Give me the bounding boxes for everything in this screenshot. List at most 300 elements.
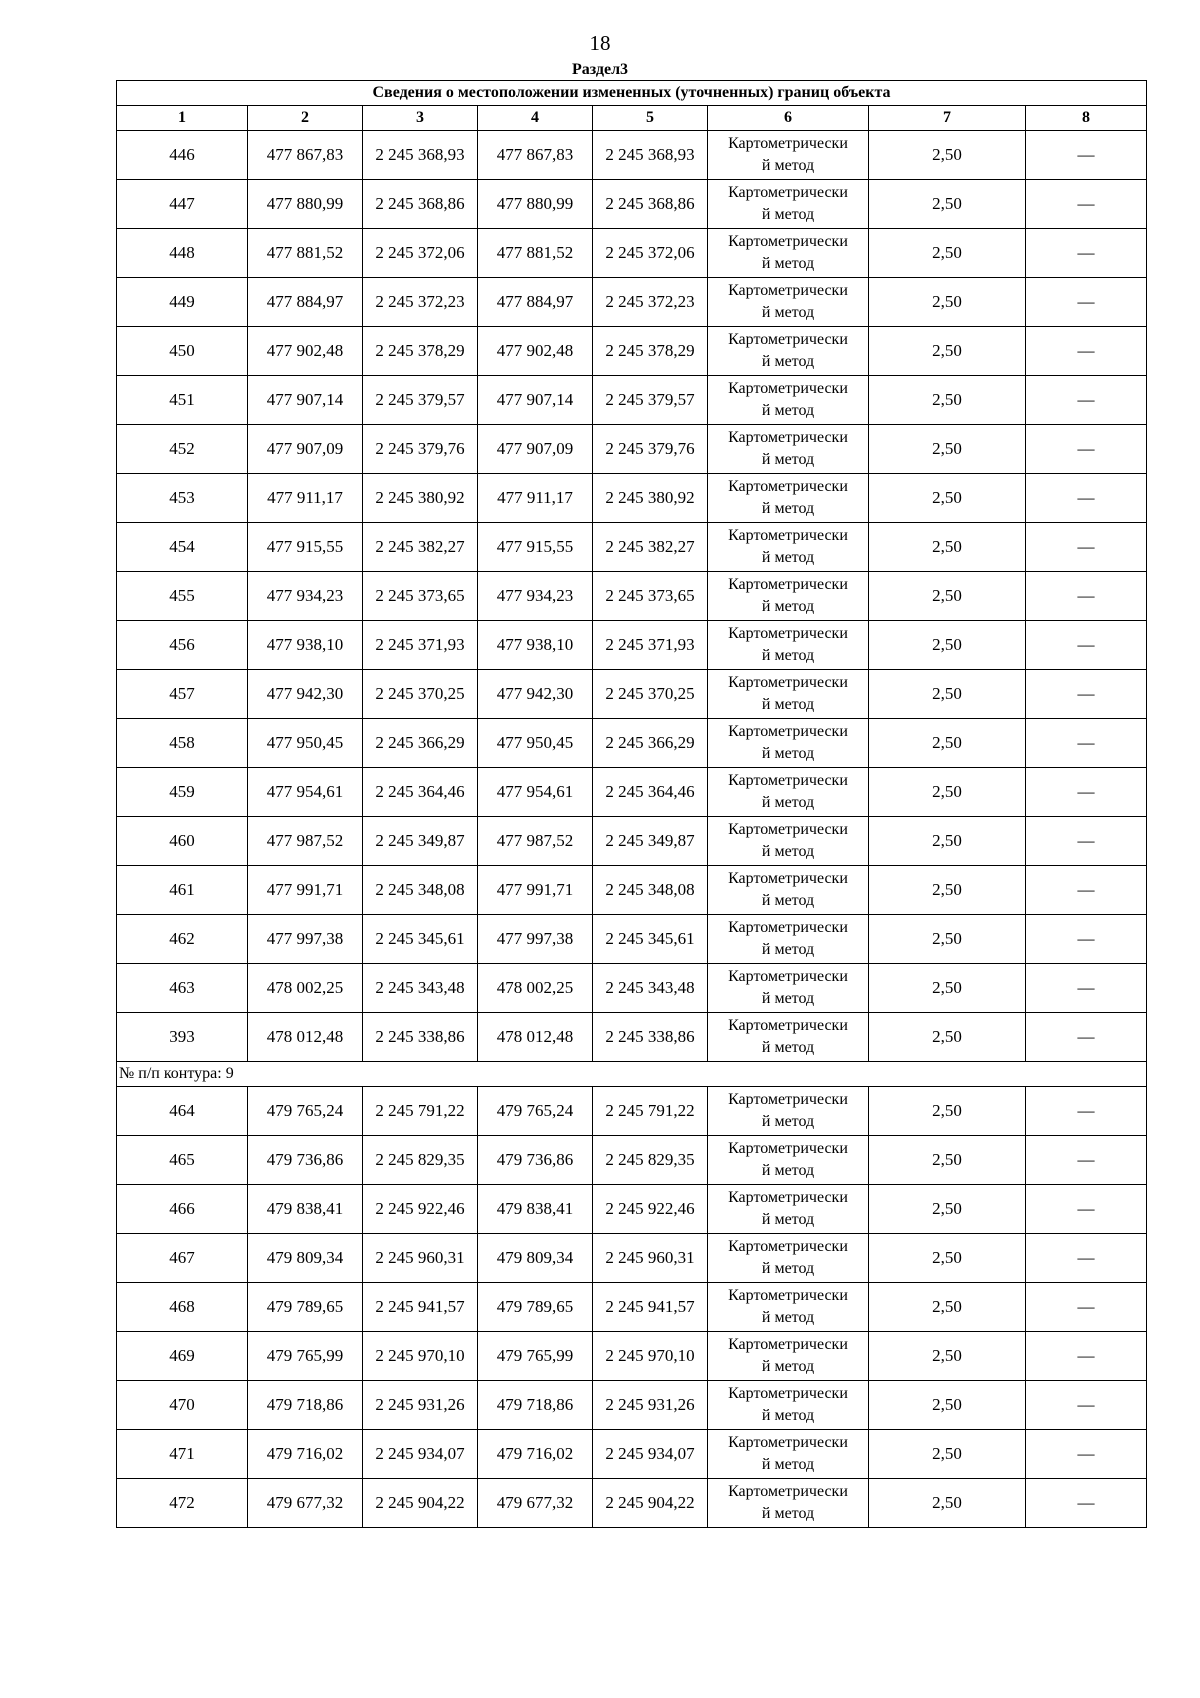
method-line-2: й метод (761, 1358, 815, 1375)
existing-x-cell: 477 907,09 (248, 425, 363, 474)
description-cell: — (1026, 1332, 1147, 1381)
existing-x-cell: 477 987,52 (248, 817, 363, 866)
method-cell (708, 621, 869, 670)
method-cell (708, 376, 869, 425)
description-cell: — (1026, 670, 1147, 719)
table-row (117, 523, 1147, 572)
refined-y-cell: 2 245 338,86 (593, 1013, 708, 1062)
description-cell: — (1026, 1234, 1147, 1283)
accuracy-cell: 2,50 (869, 278, 1026, 327)
description-cell: — (1026, 1136, 1147, 1185)
method-line-1: Картометрически (728, 527, 848, 544)
refined-y-cell: 2 245 904,22 (593, 1479, 708, 1528)
refined-x-cell: 479 789,65 (478, 1283, 593, 1332)
method-line-2: й метод (761, 157, 815, 174)
accuracy-cell: 2,50 (869, 327, 1026, 376)
description-cell: — (1026, 131, 1147, 180)
description-cell: — (1026, 229, 1147, 278)
method-line-2: й метод (761, 1407, 815, 1424)
refined-y-cell: 2 245 379,57 (593, 376, 708, 425)
table-row (117, 670, 1147, 719)
method-line-1: Картометрически (728, 429, 848, 446)
description-cell: — (1026, 1430, 1147, 1479)
method-cell (708, 1136, 869, 1185)
existing-x-cell: 479 789,65 (248, 1283, 363, 1332)
method-line-1: Картометрически (728, 1385, 848, 1402)
method-line-2: й метод (761, 696, 815, 713)
refined-x-cell: 477 880,99 (478, 180, 593, 229)
accuracy-cell: 2,50 (869, 1283, 1026, 1332)
existing-x-cell: 477 911,17 (248, 474, 363, 523)
accuracy-cell: 2,50 (869, 131, 1026, 180)
contour-label: № п/п контура: 9 (117, 1062, 1147, 1087)
description-cell: — (1026, 621, 1147, 670)
existing-y-cell: 2 245 904,22 (363, 1479, 478, 1528)
table-row (117, 1479, 1147, 1528)
refined-y-cell: 2 245 372,23 (593, 278, 708, 327)
refined-x-cell: 477 991,71 (478, 866, 593, 915)
accuracy-cell: 2,50 (869, 768, 1026, 817)
method-cell (708, 1234, 869, 1283)
method-line-2: й метод (761, 892, 815, 909)
accuracy-cell: 2,50 (869, 376, 1026, 425)
point-number-cell: 452 (117, 425, 248, 474)
existing-y-cell: 2 245 368,86 (363, 180, 478, 229)
refined-x-cell: 477 938,10 (478, 621, 593, 670)
method-line-2: й метод (761, 941, 815, 958)
accuracy-cell: 2,50 (869, 572, 1026, 621)
point-number-cell: 462 (117, 915, 248, 964)
table-caption: Сведения о местоположении измененных (уточненных) границ объекта (117, 81, 1147, 106)
method-cell (708, 1479, 869, 1528)
refined-x-cell: 479 677,32 (478, 1479, 593, 1528)
accuracy-cell: 2,50 (869, 474, 1026, 523)
refined-y-cell: 2 245 370,25 (593, 670, 708, 719)
point-number-cell: 450 (117, 327, 248, 376)
refined-y-cell: 2 245 364,46 (593, 768, 708, 817)
method-cell (708, 1430, 869, 1479)
table-row (117, 1332, 1147, 1381)
refined-y-cell: 2 245 373,65 (593, 572, 708, 621)
method-line-1: Картометрически (728, 380, 848, 397)
existing-y-cell: 2 245 364,46 (363, 768, 478, 817)
existing-x-cell: 477 950,45 (248, 719, 363, 768)
point-number-cell: 472 (117, 1479, 248, 1528)
method-line-2: й метод (761, 745, 815, 762)
table-row (117, 572, 1147, 621)
table-row (117, 1234, 1147, 1283)
existing-y-cell: 2 245 338,86 (363, 1013, 478, 1062)
existing-y-cell: 2 245 382,27 (363, 523, 478, 572)
method-line-2: й метод (761, 1113, 815, 1130)
method-cell (708, 1185, 869, 1234)
refined-x-cell: 477 997,38 (478, 915, 593, 964)
method-line-2: й метод (761, 1456, 815, 1473)
method-line-2: й метод (761, 206, 815, 223)
method-cell (708, 180, 869, 229)
existing-x-cell: 478 002,25 (248, 964, 363, 1013)
existing-x-cell: 479 716,02 (248, 1430, 363, 1479)
refined-x-cell: 477 911,17 (478, 474, 593, 523)
method-line-1: Картометрически (728, 1017, 848, 1034)
existing-y-cell: 2 245 931,26 (363, 1381, 478, 1430)
table-row (117, 425, 1147, 474)
method-cell (708, 1381, 869, 1430)
description-cell: — (1026, 278, 1147, 327)
existing-x-cell: 477 880,99 (248, 180, 363, 229)
point-number-cell: 466 (117, 1185, 248, 1234)
refined-y-cell: 2 245 368,86 (593, 180, 708, 229)
method-line-2: й метод (761, 794, 815, 811)
method-cell (708, 1332, 869, 1381)
refined-x-cell: 479 809,34 (478, 1234, 593, 1283)
table-row (117, 915, 1147, 964)
method-line-2: й метод (761, 304, 815, 321)
existing-x-cell: 477 942,30 (248, 670, 363, 719)
method-line-2: й метод (761, 843, 815, 860)
accuracy-cell: 2,50 (869, 523, 1026, 572)
point-number-cell: 453 (117, 474, 248, 523)
existing-x-cell: 477 997,38 (248, 915, 363, 964)
refined-y-cell: 2 245 970,10 (593, 1332, 708, 1381)
existing-y-cell: 2 245 379,76 (363, 425, 478, 474)
table-row (117, 131, 1147, 180)
method-line-1: Картометрически (728, 772, 848, 789)
table-row (117, 621, 1147, 670)
refined-x-cell: 477 915,55 (478, 523, 593, 572)
table-row (117, 719, 1147, 768)
table-row (117, 964, 1147, 1013)
refined-y-cell: 2 245 829,35 (593, 1136, 708, 1185)
refined-x-cell: 477 942,30 (478, 670, 593, 719)
refined-x-cell: 477 987,52 (478, 817, 593, 866)
point-number-cell: 456 (117, 621, 248, 670)
existing-y-cell: 2 245 371,93 (363, 621, 478, 670)
description-cell: — (1026, 523, 1147, 572)
refined-y-cell: 2 245 382,27 (593, 523, 708, 572)
point-number-cell: 461 (117, 866, 248, 915)
accuracy-cell: 2,50 (869, 1087, 1026, 1136)
refined-y-cell: 2 245 349,87 (593, 817, 708, 866)
existing-x-cell: 477 954,61 (248, 768, 363, 817)
point-number-cell: 446 (117, 131, 248, 180)
accuracy-cell: 2,50 (869, 1136, 1026, 1185)
existing-y-cell: 2 245 343,48 (363, 964, 478, 1013)
method-cell (708, 327, 869, 376)
refined-x-cell: 477 867,83 (478, 131, 593, 180)
method-line-2: й метод (761, 598, 815, 615)
refined-x-cell: 477 881,52 (478, 229, 593, 278)
existing-y-cell: 2 245 791,22 (363, 1087, 478, 1136)
accuracy-cell: 2,50 (869, 866, 1026, 915)
existing-y-cell: 2 245 378,29 (363, 327, 478, 376)
point-number-cell: 465 (117, 1136, 248, 1185)
accuracy-cell: 2,50 (869, 817, 1026, 866)
method-line-2: й метод (761, 1505, 815, 1522)
accuracy-cell: 2,50 (869, 621, 1026, 670)
method-line-2: й метод (761, 1260, 815, 1277)
method-line-1: Картометрически (728, 1483, 848, 1500)
existing-y-cell: 2 245 941,57 (363, 1283, 478, 1332)
contour-header-row (117, 1062, 1147, 1087)
description-cell: — (1026, 180, 1147, 229)
description-cell: — (1026, 327, 1147, 376)
method-line-1: Картометрически (728, 233, 848, 250)
refined-x-cell: 477 934,23 (478, 572, 593, 621)
table-row (117, 1430, 1147, 1479)
accuracy-cell: 2,50 (869, 1430, 1026, 1479)
existing-y-cell: 2 245 380,92 (363, 474, 478, 523)
accuracy-cell: 2,50 (869, 1479, 1026, 1528)
method-line-1: Картометрически (728, 282, 848, 299)
existing-y-cell: 2 245 970,10 (363, 1332, 478, 1381)
refined-x-cell: 479 838,41 (478, 1185, 593, 1234)
method-line-1: Картометрически (728, 478, 848, 495)
accuracy-cell: 2,50 (869, 1185, 1026, 1234)
method-cell (708, 670, 869, 719)
table-row (117, 1013, 1147, 1062)
existing-y-cell: 2 245 934,07 (363, 1430, 478, 1479)
method-cell (708, 915, 869, 964)
method-cell (708, 768, 869, 817)
method-cell (708, 278, 869, 327)
refined-y-cell: 2 245 366,29 (593, 719, 708, 768)
table-row (117, 1136, 1147, 1185)
table-caption-row (117, 81, 1147, 106)
description-cell: — (1026, 425, 1147, 474)
refined-y-cell: 2 245 371,93 (593, 621, 708, 670)
existing-x-cell: 477 934,23 (248, 572, 363, 621)
existing-y-cell: 2 245 366,29 (363, 719, 478, 768)
existing-x-cell: 477 884,97 (248, 278, 363, 327)
refined-y-cell: 2 245 960,31 (593, 1234, 708, 1283)
existing-y-cell: 2 245 922,46 (363, 1185, 478, 1234)
refined-x-cell: 477 902,48 (478, 327, 593, 376)
point-number-cell: 469 (117, 1332, 248, 1381)
description-cell: — (1026, 1013, 1147, 1062)
column-number-row (117, 106, 1147, 131)
section-title: Раздел3 (571, 61, 629, 78)
refined-y-cell: 2 245 922,46 (593, 1185, 708, 1234)
method-line-2: й метод (761, 1309, 815, 1326)
point-number-cell: 449 (117, 278, 248, 327)
table-row (117, 376, 1147, 425)
refined-x-cell: 477 954,61 (478, 768, 593, 817)
method-line-2: й метод (761, 647, 815, 664)
existing-y-cell: 2 245 368,93 (363, 131, 478, 180)
method-line-1: Картометрически (728, 723, 848, 740)
existing-x-cell: 479 718,86 (248, 1381, 363, 1430)
method-cell (708, 131, 869, 180)
method-line-1: Картометрически (728, 331, 848, 348)
method-line-2: й метод (761, 1211, 815, 1228)
refined-y-cell: 2 245 934,07 (593, 1430, 708, 1479)
existing-y-cell: 2 245 348,08 (363, 866, 478, 915)
column-number: 7 (869, 106, 1026, 131)
point-number-cell: 460 (117, 817, 248, 866)
refined-x-cell: 478 002,25 (478, 964, 593, 1013)
description-cell: — (1026, 1087, 1147, 1136)
existing-x-cell: 477 915,55 (248, 523, 363, 572)
point-number-cell: 454 (117, 523, 248, 572)
refined-y-cell: 2 245 368,93 (593, 131, 708, 180)
column-number: 5 (593, 106, 708, 131)
refined-x-cell: 477 907,14 (478, 376, 593, 425)
column-number: 3 (363, 106, 478, 131)
existing-x-cell: 479 838,41 (248, 1185, 363, 1234)
description-cell: — (1026, 1479, 1147, 1528)
method-line-1: Картометрически (728, 870, 848, 887)
method-cell (708, 1087, 869, 1136)
table-row (117, 866, 1147, 915)
refined-x-cell: 479 718,86 (478, 1381, 593, 1430)
point-number-cell: 464 (117, 1087, 248, 1136)
existing-x-cell: 479 677,32 (248, 1479, 363, 1528)
refined-y-cell: 2 245 379,76 (593, 425, 708, 474)
method-line-2: й метод (761, 500, 815, 517)
accuracy-cell: 2,50 (869, 964, 1026, 1013)
existing-x-cell: 479 736,86 (248, 1136, 363, 1185)
column-number: 1 (117, 106, 248, 131)
point-number-cell: 455 (117, 572, 248, 621)
refined-y-cell: 2 245 372,06 (593, 229, 708, 278)
table-row (117, 768, 1147, 817)
point-number-cell: 457 (117, 670, 248, 719)
point-number-cell: 451 (117, 376, 248, 425)
accuracy-cell: 2,50 (869, 1013, 1026, 1062)
existing-y-cell: 2 245 373,65 (363, 572, 478, 621)
description-cell: — (1026, 964, 1147, 1013)
method-line-1: Картометрически (728, 1336, 848, 1353)
refined-x-cell: 479 765,99 (478, 1332, 593, 1381)
method-line-1: Картометрически (728, 135, 848, 152)
accuracy-cell: 2,50 (869, 1234, 1026, 1283)
refined-x-cell: 479 765,24 (478, 1087, 593, 1136)
page-number: 18 (589, 31, 611, 55)
existing-y-cell: 2 245 829,35 (363, 1136, 478, 1185)
method-line-1: Картометрически (728, 821, 848, 838)
refined-x-cell: 477 884,97 (478, 278, 593, 327)
table-row (117, 180, 1147, 229)
accuracy-cell: 2,50 (869, 670, 1026, 719)
column-number: 8 (1026, 106, 1147, 131)
existing-x-cell: 477 991,71 (248, 866, 363, 915)
table-row (117, 474, 1147, 523)
point-number-cell: 458 (117, 719, 248, 768)
point-number-cell: 463 (117, 964, 248, 1013)
refined-y-cell: 2 245 343,48 (593, 964, 708, 1013)
existing-x-cell: 479 765,99 (248, 1332, 363, 1381)
description-cell: — (1026, 474, 1147, 523)
method-line-1: Картометрически (728, 919, 848, 936)
accuracy-cell: 2,50 (869, 425, 1026, 474)
table-row (117, 1381, 1147, 1430)
column-number: 6 (708, 106, 869, 131)
method-cell (708, 817, 869, 866)
refined-y-cell: 2 245 931,26 (593, 1381, 708, 1430)
method-line-1: Картометрически (728, 1434, 848, 1451)
method-cell (708, 1283, 869, 1332)
accuracy-cell: 2,50 (869, 1332, 1026, 1381)
existing-y-cell: 2 245 345,61 (363, 915, 478, 964)
existing-x-cell: 477 867,83 (248, 131, 363, 180)
refined-x-cell: 477 950,45 (478, 719, 593, 768)
accuracy-cell: 2,50 (869, 719, 1026, 768)
description-cell: — (1026, 1185, 1147, 1234)
accuracy-cell: 2,50 (869, 180, 1026, 229)
accuracy-cell: 2,50 (869, 229, 1026, 278)
method-cell (708, 866, 869, 915)
method-line-2: й метод (761, 402, 815, 419)
existing-x-cell: 477 938,10 (248, 621, 363, 670)
table-row (117, 1185, 1147, 1234)
description-cell: — (1026, 572, 1147, 621)
description-cell: — (1026, 1381, 1147, 1430)
method-cell (708, 474, 869, 523)
existing-y-cell: 2 245 349,87 (363, 817, 478, 866)
method-line-1: Картометрически (728, 1287, 848, 1304)
coordinates-table (116, 80, 1147, 1528)
method-line-2: й метод (761, 255, 815, 272)
method-line-1: Картометрически (728, 968, 848, 985)
existing-x-cell: 479 765,24 (248, 1087, 363, 1136)
refined-y-cell: 2 245 345,61 (593, 915, 708, 964)
existing-x-cell: 477 902,48 (248, 327, 363, 376)
method-line-2: й метод (761, 353, 815, 370)
table-row (117, 278, 1147, 327)
description-cell: — (1026, 768, 1147, 817)
table-row (117, 327, 1147, 376)
existing-y-cell: 2 245 370,25 (363, 670, 478, 719)
method-line-1: Картометрически (728, 674, 848, 691)
description-cell: — (1026, 1283, 1147, 1332)
method-cell (708, 229, 869, 278)
method-line-1: Картометрически (728, 1189, 848, 1206)
existing-x-cell: 477 881,52 (248, 229, 363, 278)
method-cell (708, 572, 869, 621)
refined-x-cell: 478 012,48 (478, 1013, 593, 1062)
method-cell (708, 425, 869, 474)
table-row (117, 1283, 1147, 1332)
method-line-1: Картометрически (728, 184, 848, 201)
point-number-cell: 468 (117, 1283, 248, 1332)
refined-x-cell: 479 736,86 (478, 1136, 593, 1185)
existing-x-cell: 479 809,34 (248, 1234, 363, 1283)
refined-y-cell: 2 245 378,29 (593, 327, 708, 376)
existing-y-cell: 2 245 379,57 (363, 376, 478, 425)
method-line-1: Картометрически (728, 576, 848, 593)
table-row (117, 817, 1147, 866)
existing-y-cell: 2 245 960,31 (363, 1234, 478, 1283)
method-cell (708, 1013, 869, 1062)
method-cell (708, 523, 869, 572)
accuracy-cell: 2,50 (869, 915, 1026, 964)
point-number-cell: 393 (117, 1013, 248, 1062)
refined-x-cell: 477 907,09 (478, 425, 593, 474)
refined-y-cell: 2 245 791,22 (593, 1087, 708, 1136)
description-cell: — (1026, 915, 1147, 964)
method-cell (708, 719, 869, 768)
description-cell: — (1026, 376, 1147, 425)
method-cell (708, 964, 869, 1013)
method-line-2: й метод (761, 549, 815, 566)
existing-y-cell: 2 245 372,06 (363, 229, 478, 278)
point-number-cell: 448 (117, 229, 248, 278)
refined-y-cell: 2 245 348,08 (593, 866, 708, 915)
refined-y-cell: 2 245 380,92 (593, 474, 708, 523)
method-line-2: й метод (761, 451, 815, 468)
point-number-cell: 471 (117, 1430, 248, 1479)
